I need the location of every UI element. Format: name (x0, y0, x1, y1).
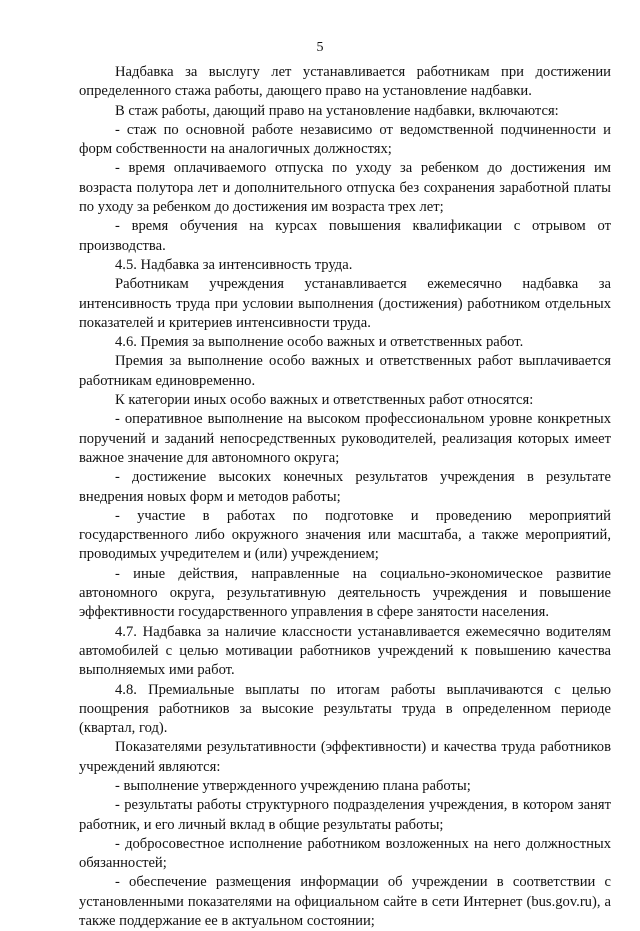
document-body (79, 63, 611, 931)
list-item: - стаж по основной работе независимо от ведомственной подчиненности и форм собственности на аналогичных должностях; (79, 121, 611, 158)
section-4-8: 4.8. Премиальные выплаты по итогам работы выплачиваются с целью поощрения работников за высокие результаты труда в определенном периоде (квартал, год). (79, 681, 611, 737)
list-item: - время обучения на курсах повышения квалификации с отрывом от производства. (79, 218, 611, 254)
section-heading-4-5: 4.5. Надбавка за интенсивность труда. (115, 256, 353, 273)
section-4-7: 4.7. Надбавка за наличие классности устанавливается ежемесячно водителям автомобилей с целью мотивации работников учреждений к повышению качества выполняемых ими работ. (79, 623, 611, 679)
list-item: - участие в работах по подготовке и проведению мероприятий государственного либо окружного значения или масштаба, а также мероприятий, проводимых учредителем и (или) учреждением; (79, 507, 611, 563)
paragraph-works-categories: К категории иных особо важных и ответственных работ относятся: (115, 392, 534, 409)
section-heading-4-6: 4.6. Премия за выполнение особо важных и ответственных работ. (115, 334, 524, 351)
paragraph-performance-indicators: Показателями результативности (эффективности) и качества труда работников учреждений являются: (79, 739, 611, 775)
list-item: - время оплачиваемого отпуска по уходу за ребенком до достижения им возраста полутора лет и дополнительного отпуска без сохранения заработной платы по уходу за ребенком до достижения им возраста трех лет; (79, 160, 611, 216)
paragraph-premium-one-time: Премия за выполнение особо важных и ответственных работ выплачивается работникам единовременно. (79, 353, 611, 389)
paragraph-seniority-bonus: Надбавка за выслугу лет устанавливается работникам при достижении определенного стажа работы, дающего право на установление надбавки. (79, 64, 611, 100)
list-item: - результаты работы структурного подразделения учреждения, в котором занят работник, и его личный вклад в общие результаты работы; (79, 797, 611, 833)
list-item: - иные действия, направленные на социально-экономическое развитие автономного округа, результативную деятельность учреждения и повышение эффективности государственного управления в сфере занятости населения. (79, 565, 611, 621)
list-item: - оперативное выполнение на высоком профессиональном уровне конкретных поручений и заданий непосредственных руководителей, реализация которых имеет важное значение для автономного округа; (79, 411, 611, 466)
list-item: - достижение высоких конечных результатов учреждения в результате внедрения новых форм и методов работы; (79, 469, 611, 505)
paragraph-seniority-includes: В стаж работы, дающий право на установление надбавки, включаются: (115, 102, 559, 119)
page-number: 5 (316, 40, 324, 55)
paragraph-intensity-bonus: Работникам учреждения устанавливается ежемесячно надбавка за интенсивность труда при условии выполнения (достижения) работником отдельных показателей и критериев интенсивности труда. (79, 276, 611, 331)
list-item: - добросовестное исполнение работником возложенных на него должностных обязанностей; (79, 835, 611, 872)
list-item: - выполнение утвержденного учреждению плана работы; (115, 777, 471, 794)
list-item: - обеспечение размещения информации об учреждении в соответствии с установленными показателями на официальном сайте в сети Интернет (bus.gov.ru), а также поддержание ее в актуальном состоянии; (79, 874, 611, 930)
